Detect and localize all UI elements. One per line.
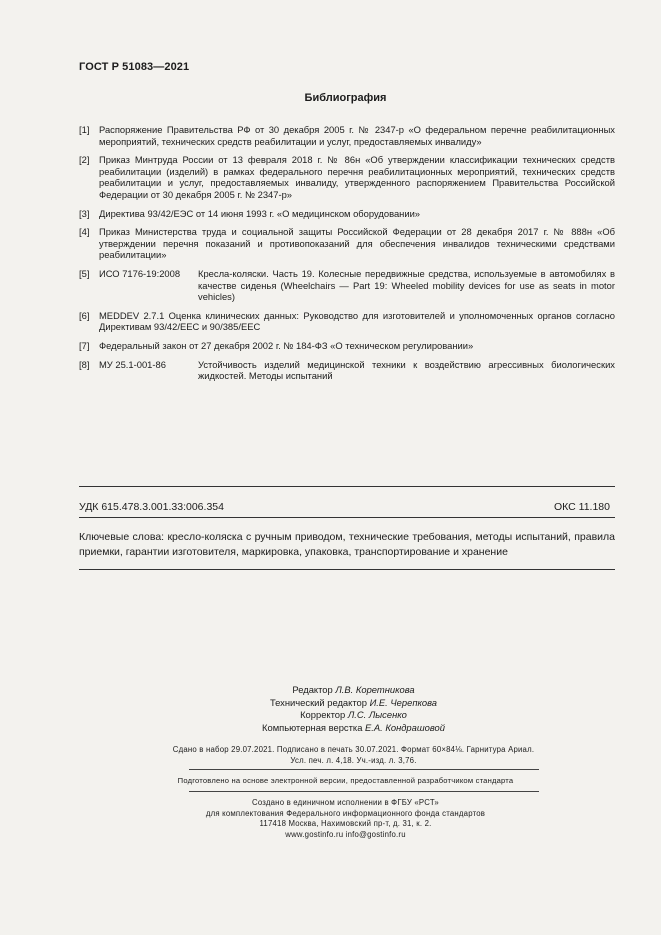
publisher-address: 117418 Москва, Нахимовский пр-т, д. 31, к. 2. xyxy=(259,819,432,829)
divider-top xyxy=(79,486,615,487)
entry-text: Устойчивость изделий медицинской техники к воздействию агрессивных биологических жидкостей. Методы испытаний xyxy=(198,358,615,382)
prepared-note: Подготовлено на основе электронной версии, предоставленной разработчиком стандарта xyxy=(177,776,514,785)
imprint-divider-2 xyxy=(189,791,539,792)
bibliography-entry xyxy=(79,310,615,333)
entry-text: Приказ Министерства труда и социальной защиты Российской Федерации от 28 декабря 2017 г. № 888н «Об утверждении перечня показаний и противопоказаний для обеспечения инвалидов техническими средствами реабилитации» xyxy=(99,226,615,261)
entry-number: [4] xyxy=(79,226,90,238)
print-dates: Сдано в набор 29.07.2021. Подписано в печать 30.07.2021. Формат 60×84⅛. Гарнитура Ариал. xyxy=(172,745,535,754)
editor-name: Е.А. Кондрашовой xyxy=(365,721,445,733)
bibliography-entry xyxy=(79,340,615,352)
divider-middle xyxy=(79,517,615,518)
editor-role: Корректор xyxy=(300,709,346,721)
publisher-contacts: www.gostinfo.ru info@gostinfo.ru xyxy=(285,829,406,839)
publisher-line: Создано в единичном исполнении в ФГБУ «РСТ» xyxy=(252,798,439,807)
editor-line xyxy=(46,684,661,697)
entry-number: [6] xyxy=(79,309,90,321)
editor-role: Компьютерная верстка xyxy=(262,721,363,733)
editor-name: И.Е. Черепкова xyxy=(369,696,438,708)
bibliography-title: Библиография xyxy=(304,92,387,104)
editor-name: Л.В. Коретникова xyxy=(335,684,415,695)
publisher-line: для комплектования Федерального информационного фонда стандартов xyxy=(205,808,486,818)
entry-code: ИСО 7176-19:2008 xyxy=(99,267,181,279)
udk-code: УДК 615.478.3.001.33:006.354 xyxy=(79,501,224,513)
bibliography-entry xyxy=(79,268,615,303)
print-volume: Усл. печ. л. 4,18. Уч.-изд. л. 3,76. xyxy=(290,756,417,765)
publisher-block xyxy=(0,798,661,840)
entry-text: Директива 93/42/ЕЭС от 14 июня 1993 г. «О медицинском оборудовании» xyxy=(99,207,421,219)
imprint-divider-1 xyxy=(189,769,539,770)
keywords: Ключевые слова: кресло-коляска с ручным приводом, технические требования, методы испытаний, правила приемки, гарантии изготовителя, маркировка, упаковка, транспортирование и хранение xyxy=(79,531,615,558)
entry-number: [7] xyxy=(79,339,90,351)
entry-number: [5] xyxy=(79,267,90,279)
entry-code: МУ 25.1-001-86 xyxy=(99,358,166,370)
entry-number: [2] xyxy=(79,154,90,166)
editor-line xyxy=(46,697,661,710)
bibliography-list xyxy=(79,124,615,389)
entry-number: [8] xyxy=(79,358,90,370)
oks-code: ОКС 11.180 xyxy=(553,501,610,513)
bibliography-entry xyxy=(79,359,615,382)
entry-text: Приказ Минтруда России от 13 февраля 2018 г. № 86н «Об утверждении классификации технических средств реабилитации (изделий) в рамках федерального перечня реабилитационных мероприятий, технических средств реабилитации и услуг, предоставляемых инвалиду, утвержденного распоряжением Правительства Российской Федерации от 30 декабря 2005 г. № 2347-р» xyxy=(99,154,615,200)
entry-text: MEDDEV 2.7.1 Оценка клинических данных: Руководство для изготовителей и уполномоченных органов согласно Директивам 93/42/EEC и 90/385/EEC xyxy=(99,309,615,333)
bibliography-entry xyxy=(79,124,615,147)
entry-number: [3] xyxy=(79,207,90,219)
bibliography-entry xyxy=(79,208,615,220)
editor-line xyxy=(46,709,661,722)
entry-text: Федеральный закон от 27 декабря 2002 г. № 184-ФЗ «О техническом регулировании» xyxy=(99,339,474,351)
standard-number: ГОСТ Р 51083—2021 xyxy=(79,61,190,73)
editor-role: Редактор xyxy=(292,684,333,695)
editor-role: Технический редактор xyxy=(269,696,367,708)
entry-text: Кресла-коляски. Часть 19. Колесные передвижные средства, используемые в автомобилях в качестве сиденья (Wheelchairs — Part 19: Wheeled mobility devices for use as seats in motor vehicles) xyxy=(198,267,615,303)
print-details xyxy=(0,744,661,766)
bibliography-entry xyxy=(79,154,615,200)
editors-block xyxy=(0,684,661,734)
editor-name: Л.С. Лысенко xyxy=(347,709,407,721)
entry-number: [1] xyxy=(79,124,90,135)
editor-line xyxy=(46,722,661,735)
divider-bottom xyxy=(79,569,615,570)
entry-text: Распоряжение Правительства РФ от 30 декабря 2005 г. № 2347-р «О федеральном перечне реабилитационных мероприятий, технических средств реабилитации и услуг, предоставляемых инвалиду» xyxy=(99,124,615,147)
bibliography-entry xyxy=(79,226,615,261)
